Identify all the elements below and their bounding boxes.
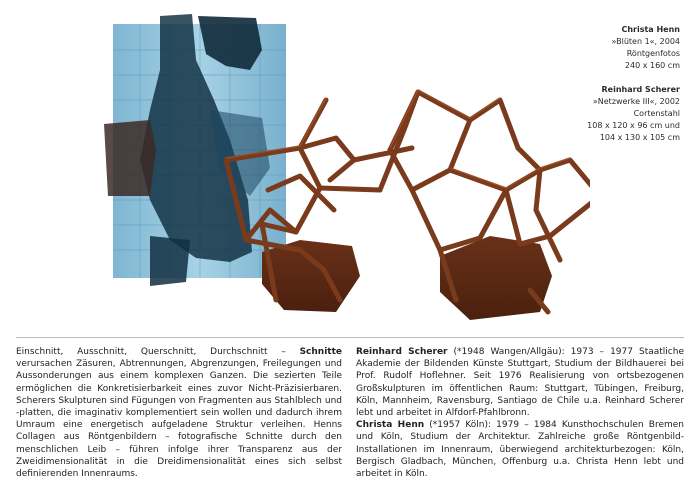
intro-text: Einschnitt, Ausschnitt, Querschnitt, Durchschnitt – (16, 347, 300, 357)
caption-line: Röntgenfotos (626, 49, 680, 58)
text-column-left (16, 346, 342, 480)
bio-text: (*1948 Wangen/Allgäu): 1973 – 1977 Staatliche Akademie der Bildenden Künste Stuttgart, Studium der Bildhauerei bei Prof. Rudolf Hoflehner. Seit 1976 Realisierung von ortsbezogenen Großskulpturen im öffentlichen Raum: Stuttgart, Tübingen, Freiburg, Köln, Mannheim, Ravensburg, Santiago de Chile u.a. Reinhard Scherer lebt und arbeitet in Alfdorf-Pfahlbronn. (356, 347, 684, 419)
caption-artist-name: Christa Henn (621, 25, 680, 34)
bio-artist-name: Christa Henn (356, 420, 425, 431)
caption-line: Cortenstahl (633, 109, 680, 118)
xray-collage (104, 14, 286, 286)
caption-line: 240 x 160 cm (624, 61, 680, 70)
caption-line: »Blüten 1«, 2004 (611, 37, 680, 46)
caption-christa-henn (540, 24, 680, 72)
text-column-right (356, 346, 684, 480)
caption-line: »Netzwerke III«, 2002 (592, 97, 680, 106)
caption-reinhard-scherer (540, 84, 680, 144)
intro-paragraph (16, 346, 342, 480)
caption-line: 108 x 120 x 96 cm und (587, 121, 680, 130)
separator-line (16, 337, 684, 338)
caption-line: 104 x 130 x 105 cm (599, 133, 680, 142)
bio-artist-name: Reinhard Scherer (356, 347, 448, 357)
caption-artist-name: Reinhard Scherer (601, 85, 680, 94)
bio-christa-henn (356, 419, 684, 480)
intro-text-rest: verursachen Zäsuren, Abtrennungen, Abgrenzungen, Freilegungen und Aussonderungen aus einem komplexen Ganzen. Die sezierten Teile ermöglichen die Konkretisierbarkeit eines zuvor Nicht-Präzisierbaren. Scherers Skulpturen sind Fügungen von Fragmenten aus Stahlblech und -platten, die imaginativ komplementiert sein wollen und dadurch ihrem Umraum eine energetisch aufgeladene Struktur verleihen. Henns Collagen aus Röntgenbildern – fotografische Schnitte durch den menschlichen Leib – führen infolge ihrer Transparenz aus der Zweidimensionalität in die Dreidimensionalität eines sich selbst definierenden Innenraums. (16, 359, 342, 480)
keyword-schnitte: Schnitte (299, 347, 342, 357)
bio-text: (*1957 Köln): 1979 – 1984 Kunsthochschulen Bremen und Köln, Studium der Architektur. Zahlreiche große Röntgenbild-Installationen im Innenraum, überwiegend architekturbezogen: Köln, Bergisch Gladbach, München, Offenburg u.a. Christa Henn lebt und arbeitet in Köln. (356, 420, 684, 480)
artwork-captions (540, 24, 680, 156)
bio-reinhard-scherer (356, 346, 684, 419)
